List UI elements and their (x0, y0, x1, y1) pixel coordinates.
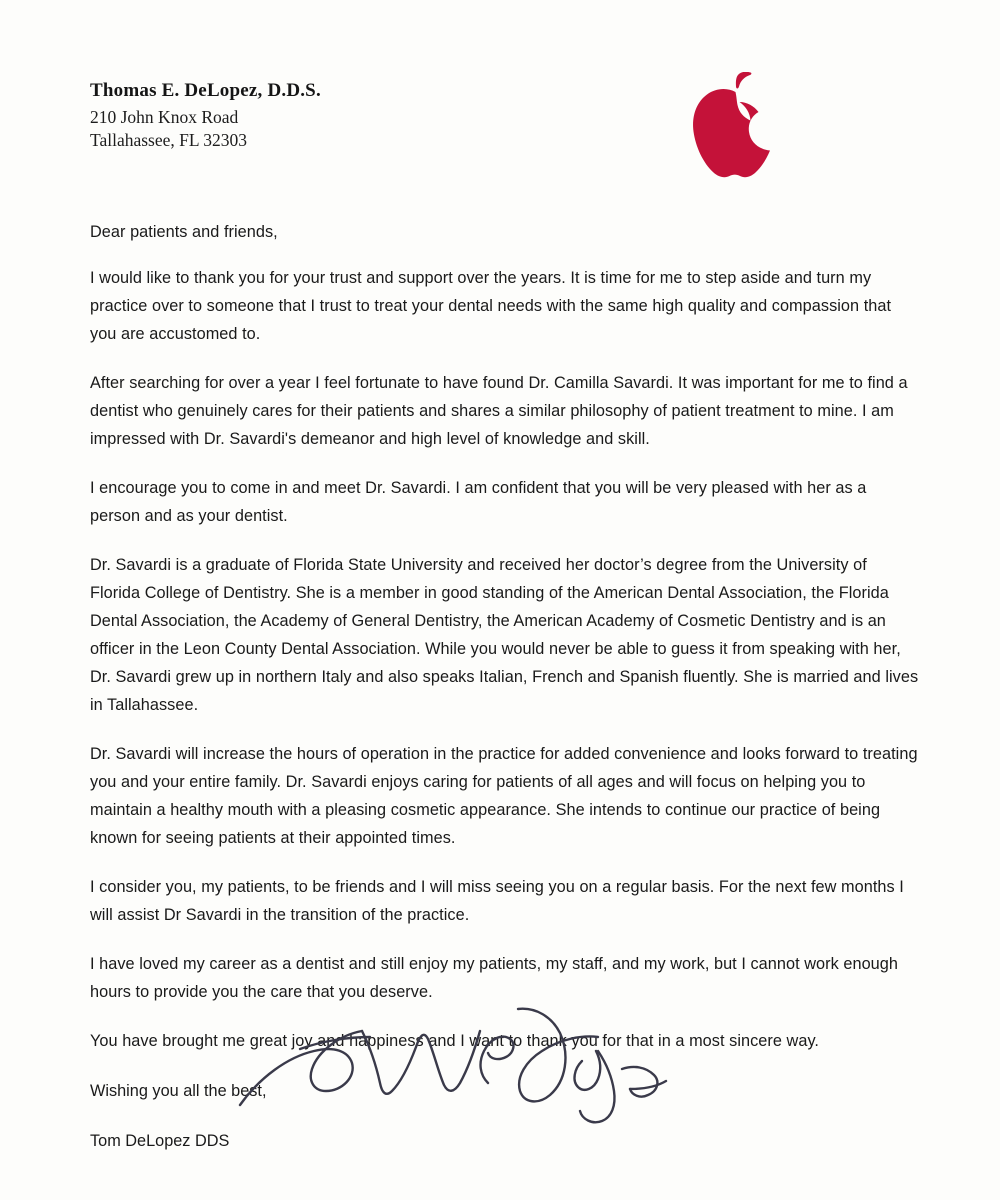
paragraph-2: After searching for over a year I feel fortunate to have found Dr. Camilla Savardi. It was important for me to find a dentist who genuinely cares for their patients and shares a similar philosophy of patient treatment to mine. I am impressed with Dr. Savardi's demeanor and high level of knowledge and skill. (90, 374, 908, 449)
signer-name: Tom DeLopez DDS (90, 1132, 230, 1151)
paragraph-3: I encourage you to come in and meet Dr. Savardi. I am confident that you will be very pleased with her as a person and as your dentist. (90, 479, 867, 526)
salutation: Dear patients and friends, (90, 223, 278, 241)
paragraph-8: You have brought me great joy and happiness and I want to thank you for that in a most sincere way. (90, 1032, 820, 1051)
letterhead (90, 80, 920, 190)
paragraph-5: Dr. Savardi will increase the hours of operation in the practice for added convenience and looks forward to treating you and your entire family. Dr. Savardi enjoys caring for patients of all ages and will focus on helping you to maintain a healthy mouth with a pleasing cosmetic appearance. She intends to continue our practice of being known for seeing patients at their appointed times. (90, 745, 918, 848)
paragraph-4: Dr. Savardi is a graduate of Florida State University and received her doctor’s degree from the University of Florida College of Dentistry. She is a member in good standing of the American Dental Association, the Florida Dental Association, the Academy of General Dentistry, the American Academy of Cosmetic Dentistry and is an officer in the Leon County Dental Association. While you would never be able to guess it from speaking with her, Dr. Savardi grew up in northern Italy and also speaks Italian, French and Spanish fluently. She is married and lives in Tallahassee. (90, 556, 919, 715)
letterhead-address-line-2: Tallahassee, FL 32303 (90, 130, 248, 151)
letter-body (90, 80, 920, 1155)
letterhead-address-line-1: 210 John Knox Road (90, 107, 239, 127)
paragraph-7: I have loved my career as a dentist and still enjoy my patients, my staff, and my work, but I cannot work enough hours to provide you the care that you deserve. (90, 955, 898, 1002)
letterhead-name: Thomas E. DeLopez, D.D.S. (90, 80, 321, 101)
paragraph-1: I would like to thank you for your trust and support over the years. It is time for me to step aside and turn my practice over to someone that I trust to treat your dental needs with the same high quality and compassion that you are accustomed to. (90, 269, 892, 344)
apple-logo-icon (680, 72, 790, 187)
closing-line: Wishing you all the best, (90, 1082, 267, 1101)
paragraph-6: I consider you, my patients, to be friends and I will miss seeing you on a regular basis. For the next few months I will assist Dr Savardi in the transition of the practice. (90, 878, 904, 925)
letter-text (90, 218, 920, 1155)
